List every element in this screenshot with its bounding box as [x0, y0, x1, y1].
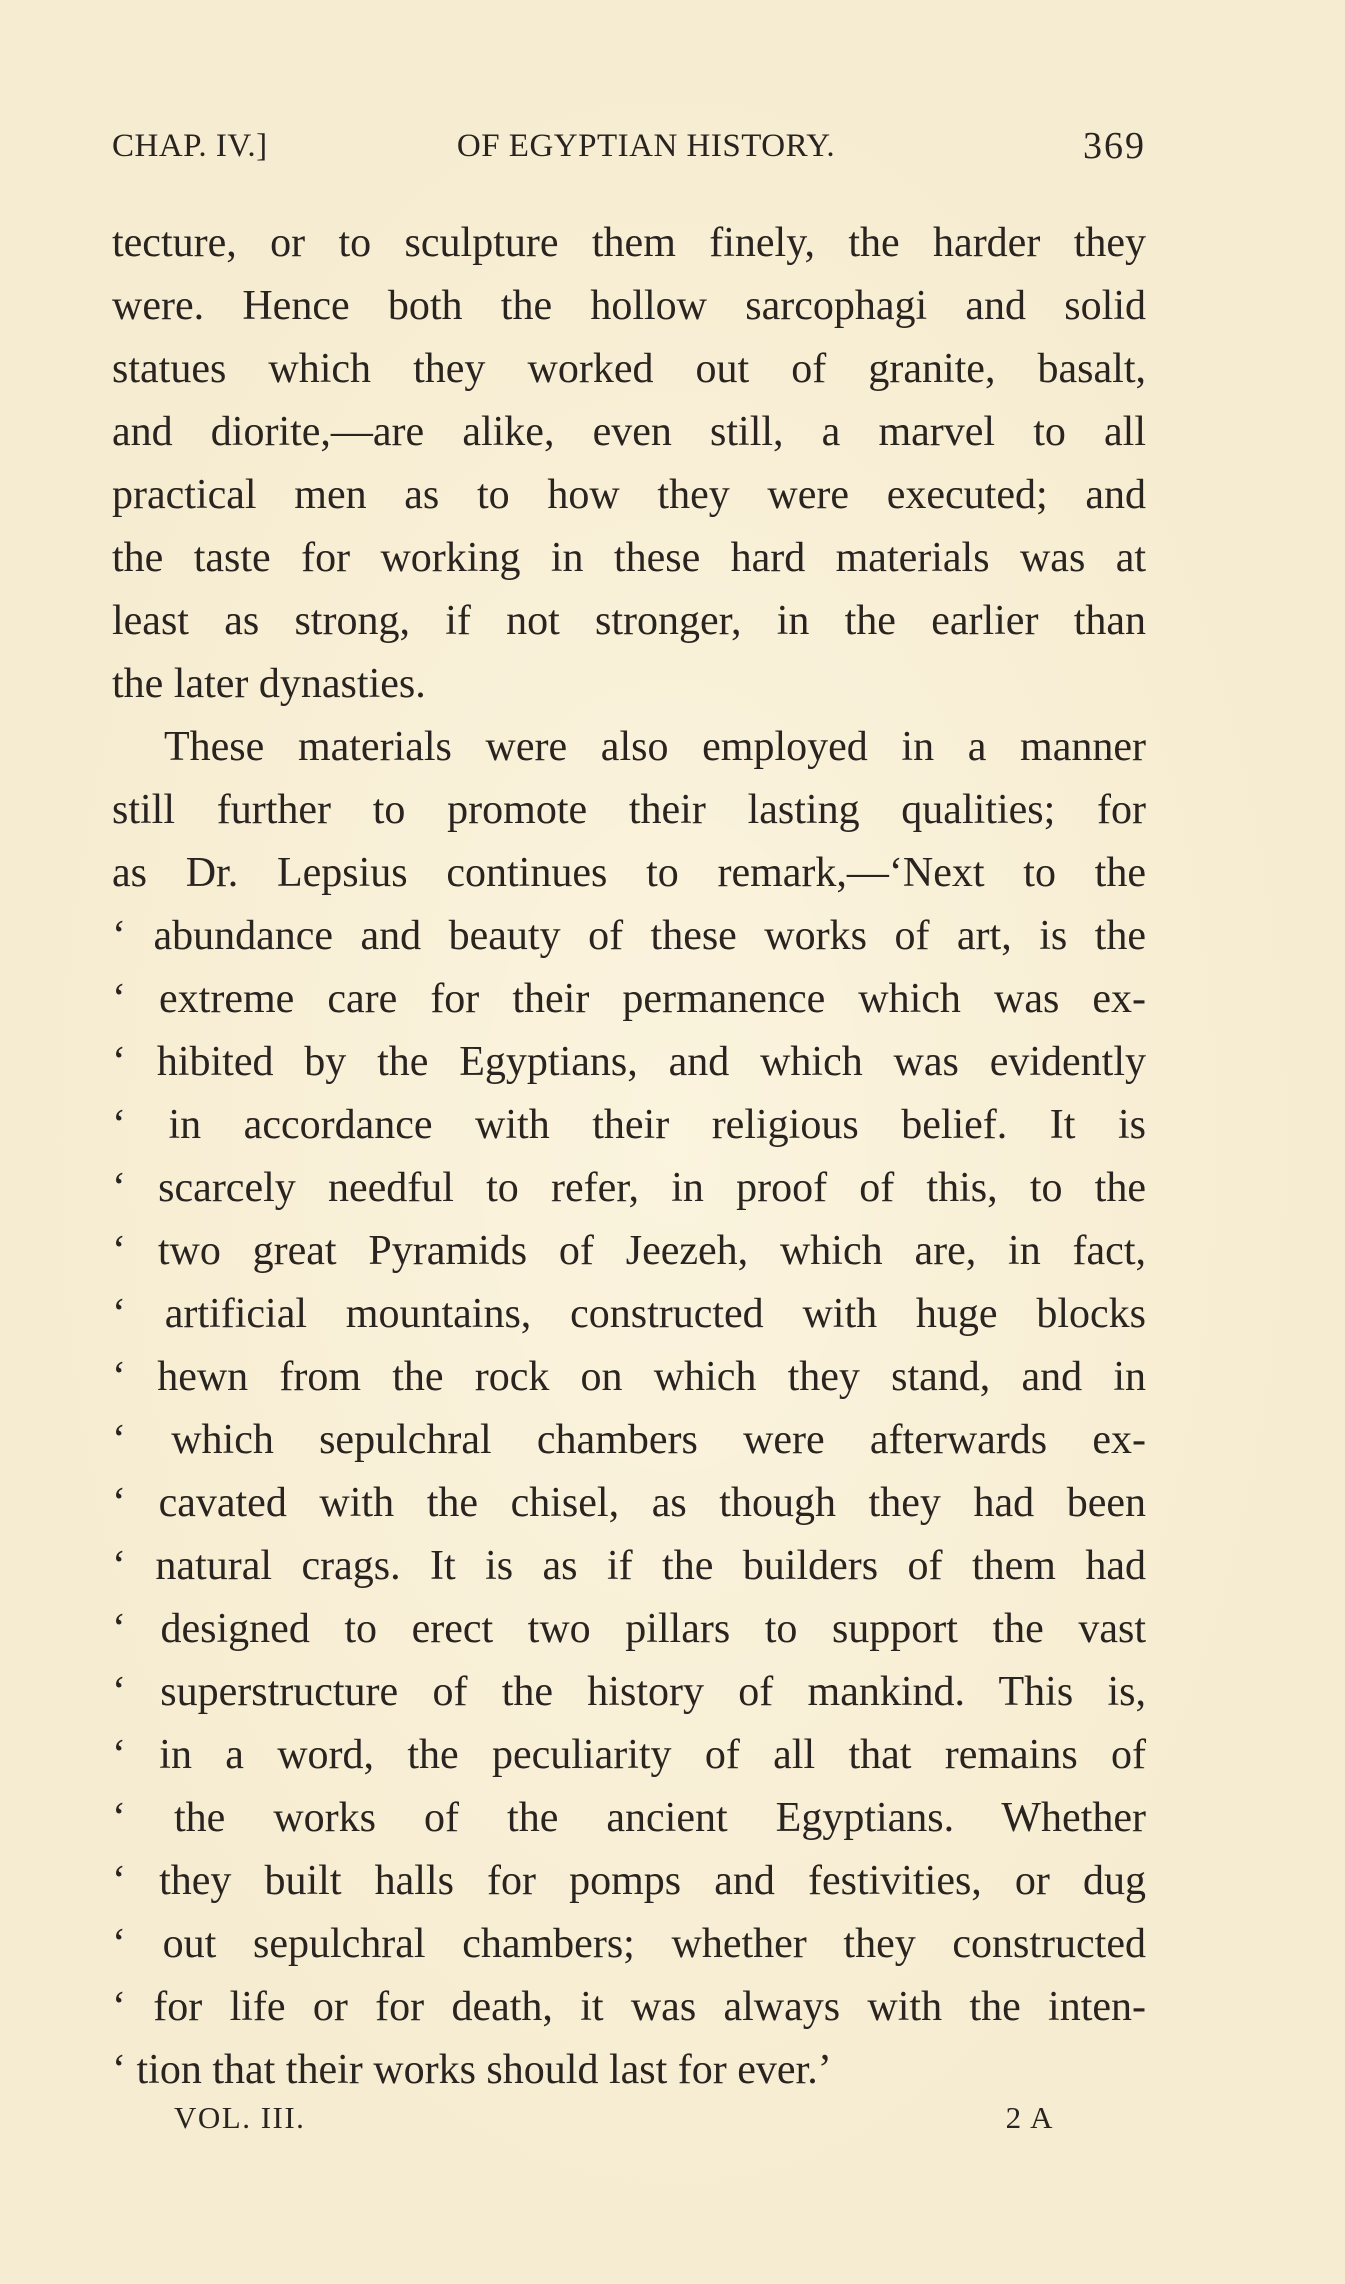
page-footer — [112, 2100, 1146, 2150]
paragraph-start-line: These materials were also employed in a manner — [164, 724, 1146, 770]
running-head — [112, 125, 1146, 178]
quoted-line: ‘ which sepulchral chambers were afterwards ex- — [112, 1417, 1146, 1463]
quoted-line: ‘ abundance and beauty of these works of art, is the — [112, 913, 1146, 959]
quoted-line: ‘ they built halls for pomps and festivities, or dug — [112, 1858, 1146, 1904]
text-line: the taste for working in these hard materials was at — [112, 535, 1146, 581]
quoted-line: ‘ in a word, the peculiarity of all that remains of — [112, 1732, 1146, 1778]
quoted-line: ‘ artificial mountains, constructed with huge blocks — [112, 1291, 1146, 1337]
quoted-line: ‘ tion that their works should last for ever.’ — [112, 2047, 832, 2093]
quoted-line: ‘ hibited by the Egyptians, and which was evidently — [112, 1039, 1146, 1085]
page-number: 369 — [1083, 125, 1146, 167]
text-line: as Dr. Lepsius continues to remark,—‘Next to the — [112, 850, 1146, 896]
quoted-line: ‘ scarcely needful to refer, in proof of this, to the — [112, 1165, 1146, 1211]
running-title: OF EGYPTIAN HISTORY. — [456, 128, 836, 164]
text-line: still further to promote their lasting qualities; for — [112, 787, 1146, 833]
quoted-line: ‘ hewn from the rock on which they stand, and in — [112, 1354, 1146, 1400]
quoted-line: ‘ superstructure of the history of mankind. This is, — [112, 1669, 1146, 1715]
quoted-line: ‘ natural crags. It is as if the builders of them had — [112, 1543, 1146, 1589]
quoted-line: ‘ the works of the ancient Egyptians. Whether — [112, 1795, 1146, 1841]
quoted-line: ‘ in accordance with their religious belief. It is — [112, 1102, 1146, 1148]
text-line: the later dynasties. — [112, 661, 426, 707]
quoted-line: ‘ designed to erect two pillars to support the vast — [112, 1606, 1146, 1652]
quoted-line: ‘ out sepulchral chambers; whether they constructed — [112, 1921, 1146, 1967]
quoted-line: ‘ two great Pyramids of Jeezeh, which are, in fact, — [112, 1228, 1146, 1274]
text-line: and diorite,—are alike, even still, a marvel to all — [112, 409, 1146, 455]
signature-mark: 2 A — [1005, 2100, 1054, 2135]
chapter-label: CHAP. IV.] — [112, 128, 268, 164]
text-line: least as strong, if not stronger, in the earlier than — [112, 598, 1146, 644]
quoted-line: ‘ for life or for death, it was always with the inten- — [112, 1984, 1146, 2030]
quoted-line: ‘ extreme care for their permanence which was ex- — [112, 976, 1146, 1022]
volume-label: VOL. III. — [174, 2100, 306, 2135]
text-line: tecture, or to sculpture them finely, the harder they — [112, 220, 1146, 266]
text-line: practical men as to how they were executed; and — [112, 472, 1146, 518]
body-text — [112, 212, 1146, 2102]
text-line: were. Hence both the hollow sarcophagi and solid — [112, 283, 1146, 329]
text-line: statues which they worked out of granite, basalt, — [112, 346, 1146, 392]
quoted-line: ‘ cavated with the chisel, as though they had been — [112, 1480, 1146, 1526]
